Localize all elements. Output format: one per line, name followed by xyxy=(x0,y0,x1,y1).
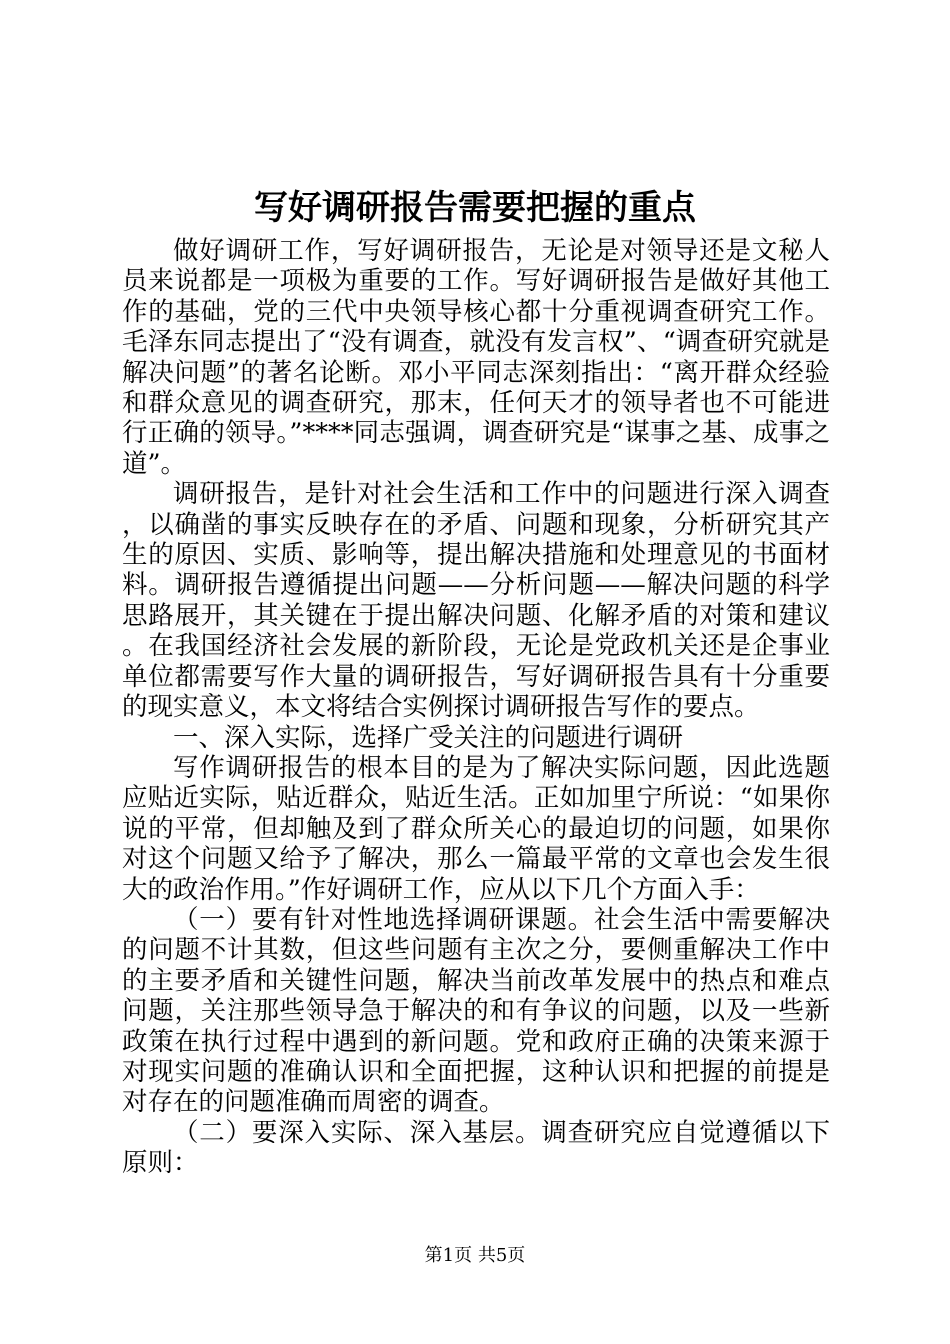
paragraph-definition: 调研报告，是针对社会生活和工作中的问题进行深入调查，以确凿的事实反映存在的矛盾、问题和现象，分析研究其产生的原因、实质、影响等，提出解决措施和处理意见的书面材料。调研报告遵循提出问题——分析问题——解决问题的科学思路展开，其关键在于提出解决问题、化解矛盾的对策和建议。在我国经济社会发展的新阶段，无论是党政机关还是企事业单位都需要写作大量的调研报告，写好调研报告具有十分重要的现实意义，本文将结合实例探讨调研报告写作的要点。 xyxy=(122,479,830,723)
paragraph-subsection-1: （一）要有针对性地选择调研课题。社会生活中需要解决的问题不计其数，但这些问题有主次之分，要侧重解决工作中的主要矛盾和关键性问题，解决当前改革发展中的热点和难点问题，关注那些领导急于解决的和有争议的问题，以及一些新政策在执行过程中遇到的新问题。党和政府正确的决策来源于对现实问题的准确认识和全面把握，这种认识和把握的前提是对存在的问题准确而周密的调查。 xyxy=(122,904,830,1118)
section-heading-1: 一、深入实际，选择广受关注的问题进行调研 xyxy=(173,722,684,753)
page-footer: 第1页 共5页 xyxy=(424,1245,526,1266)
paragraph-subsection-2: （二）要深入实际、深入基层。调查研究应自觉遵循以下原则： xyxy=(122,1117,830,1179)
document-body xyxy=(122,236,830,1179)
document-title: 写好调研报告需要把握的重点 xyxy=(254,188,696,228)
paragraph-intro: 做好调研工作，写好调研报告，无论是对领导还是文秘人员来说都是一项极为重要的工作。写好调研报告是做好其他工作的基础，党的三代中央领导核心都十分重视调查研究工作。毛泽东同志提出了“没有调查，就没有发言权”、“调查研究就是解决问题”的著名论断。邓小平同志深刻指出：“离开群众经验和群众意见的调查研究，那末，任何天才的领导者也不可能进行正确的领导。”****同志强调，调查研究是“谋事之基、成事之道”。 xyxy=(122,236,830,479)
paragraph-section-1: 写作调研报告的根本目的是为了解决实际问题，因此选题应贴近实际，贴近群众，贴近生活。正如加里宁所说：“如果你说的平常，但却触及到了群众所关心的最迫切的问题，如果你对这个问题又给予了解决，那么一篇最平常的文章也会发生很大的政治作用。”作好调研工作，应从以下几个方面入手： xyxy=(122,752,830,905)
